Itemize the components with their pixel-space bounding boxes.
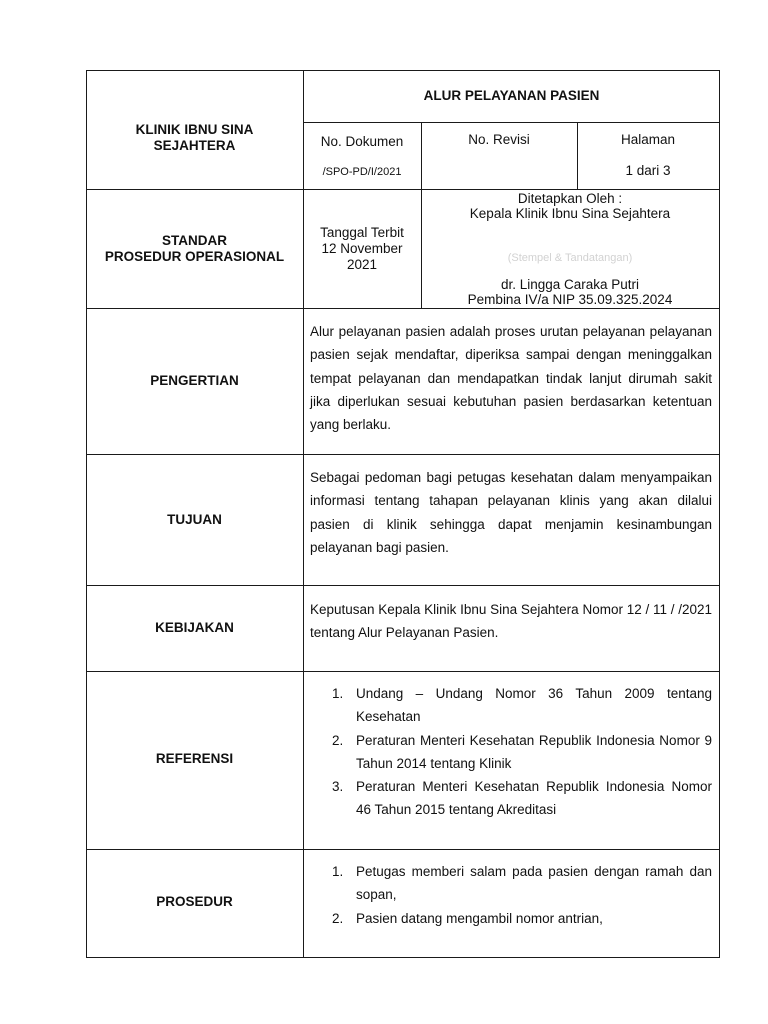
border-line	[86, 585, 720, 586]
list-item-text: Peraturan Menteri Kesehatan Republik Indonesia Nomor 9 Tahun 2014 tentang Klinik	[356, 732, 712, 771]
stempel-placeholder: (Stempel & Tandatangan)	[507, 252, 633, 264]
list-item	[310, 682, 712, 729]
list-item-text: Petugas memberi salam pada pasien dengan ramah dan sopan,	[356, 864, 712, 903]
tanggal-terbit	[303, 225, 421, 273]
list-number: 2.	[332, 910, 344, 926]
prosedur-list	[310, 860, 712, 930]
list-item-text: Undang – Undang Nomor 36 Tahun 2009 tentang Kesehatan	[356, 686, 712, 725]
kebijakan-label: KEBIJAKAN	[155, 620, 234, 635]
border-line	[86, 849, 720, 850]
tanggal-terbit-value: 12 November	[321, 241, 403, 256]
ditetapkan-oleh: Ditetapkan Oleh :	[517, 191, 623, 206]
pengertian-label: PENGERTIAN	[150, 373, 239, 388]
clinic-name-line: SEJAHTERA	[153, 138, 236, 153]
signer-name: dr. Lingga Caraka Putri	[500, 277, 640, 292]
list-item	[310, 775, 712, 822]
tujuan-label: TUJUAN	[167, 512, 222, 527]
clinic-name	[86, 122, 303, 154]
border-line	[719, 70, 720, 958]
border-line	[86, 671, 720, 672]
list-number: 2.	[332, 732, 344, 748]
border-line	[303, 122, 720, 123]
border-line	[86, 70, 720, 71]
border-line	[86, 454, 720, 455]
signer-nip: Pembina IV/a NIP 35.09.325.2024	[467, 292, 673, 307]
list-item	[310, 860, 712, 907]
spo-label-line: STANDAR	[162, 233, 227, 248]
pengertian-text: Alur pelayanan pasien adalah proses urutan pelayanan pelayanan pasien sejak mendaftar, diperiksa sampai dengan meninggalkan tempat pelayanan dan mendapatkan tindak lanjut dirumah sakit jika diperlukan sesuai kebutuhan pasien berdasarkan ketentuan yang berlaku.	[310, 324, 712, 433]
kepala-klinik: Kepala Klinik Ibnu Sina Sejahtera	[469, 206, 671, 221]
prosedur-label: PROSEDUR	[156, 894, 233, 909]
spo-label	[86, 233, 303, 265]
tujuan-text: Sebagai pedoman bagi petugas kesehatan dalam menyampaikan informasi tentang tahapan pelayanan klinis yang akan dilalui pasien di klinik sehingga dapat menjamin kesinambungan pelayanan bagi pasien.	[310, 470, 712, 555]
spo-label-line: PROSEDUR OPERASIONAL	[104, 249, 285, 264]
border-line	[86, 957, 720, 958]
referensi-label: REFERENSI	[155, 751, 234, 766]
tanggal-terbit-label: Tanggal Terbit	[320, 225, 404, 240]
border-line	[303, 70, 304, 958]
halaman-value: 1 dari 3	[625, 163, 671, 178]
list-number: 1.	[332, 686, 344, 701]
tanggal-terbit-value: 2021	[346, 257, 378, 272]
no-dokumen-value: /SPO-PD/I/2021	[322, 166, 402, 178]
list-item-text: Peraturan Menteri Kesehatan Republik Indonesia Nomor 46 Tahun 2015 tentang Akreditasi	[356, 779, 712, 818]
border-line	[86, 189, 720, 190]
no-dokumen-label: No. Dokumen	[320, 134, 404, 149]
no-revisi-label: No. Revisi	[468, 132, 530, 147]
kebijakan-text: Keputusan Kepala Klinik Ibnu Sina Sejahtera Nomor 12 / 11 / /2021 tentang Alur Pelayanan Pasien.	[310, 602, 713, 641]
document-title: ALUR PELAYANAN PASIEN	[423, 88, 600, 103]
list-item	[310, 907, 712, 930]
sop-document	[86, 70, 720, 958]
list-number: 3.	[332, 779, 344, 795]
list-item	[310, 729, 712, 776]
border-line	[86, 308, 720, 309]
referensi-list	[310, 682, 712, 822]
halaman-label: Halaman	[620, 132, 676, 147]
list-item-text: Pasien datang mengambil nomor antrian,	[356, 910, 603, 926]
list-number: 1.	[332, 864, 344, 879]
clinic-name-line: KLINIK IBNU SINA	[135, 122, 254, 137]
